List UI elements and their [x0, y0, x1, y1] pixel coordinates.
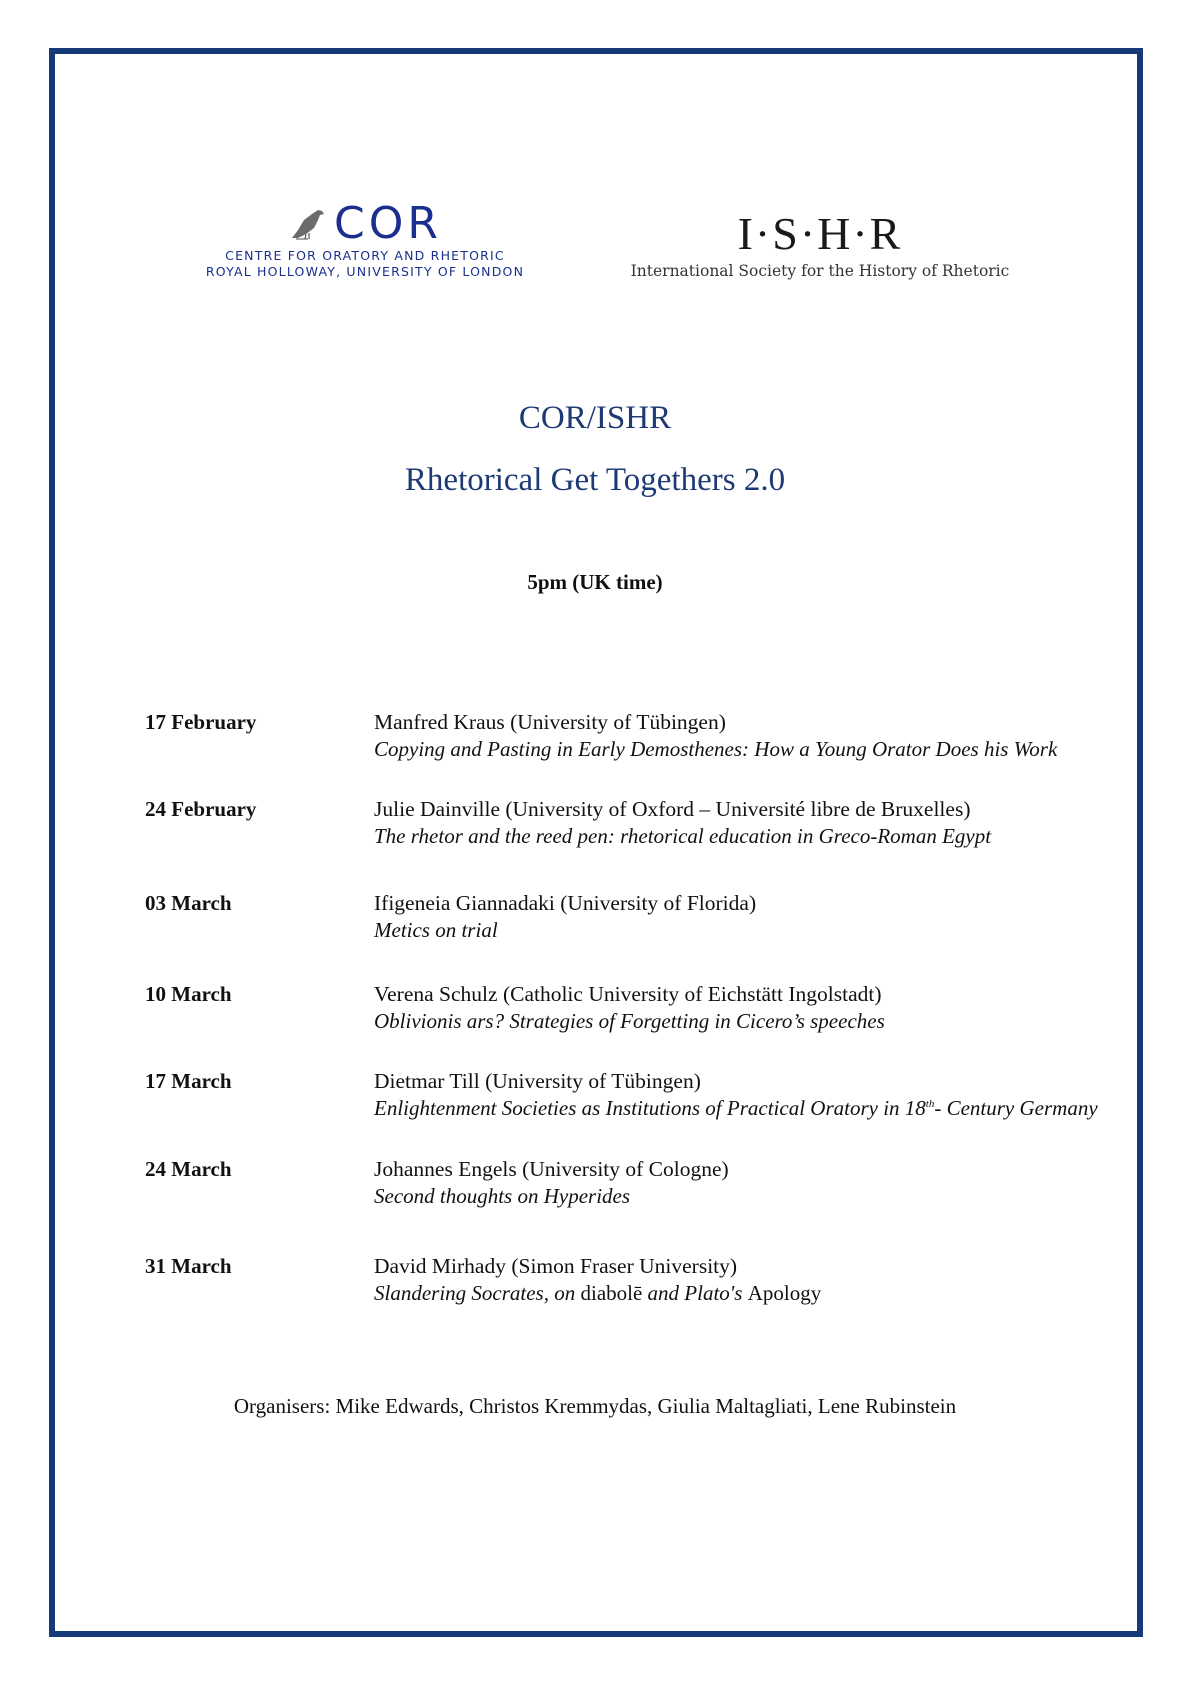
row-speaker: Johannes Engels (University of Cologne)	[374, 1157, 729, 1181]
row-talk-part: and Plato's	[642, 1281, 748, 1305]
cor-line-1: CENTRE FOR ORATORY AND RHETORIC	[225, 248, 505, 263]
row-talk: Second thoughts on Hyperides	[374, 1184, 631, 1208]
row-talk-part: Enlightenment Societies as Institutions of Practical Oratory in 18	[374, 1096, 926, 1120]
row-talk-superscript: th	[925, 1098, 935, 1110]
cor-wordmark: COR	[334, 198, 442, 249]
ishr-wordmark: I·S·H·R	[737, 208, 903, 259]
row-date: 31 March	[145, 1254, 232, 1278]
row-talk: Metics on trial	[374, 918, 498, 942]
row-talk	[374, 1096, 1098, 1121]
page-subtitle: Rhetorical Get Togethers 2.0	[404, 462, 786, 498]
row-talk: The rhetor and the reed pen: rhetorical education in Greco-Roman Egypt	[374, 824, 992, 848]
row-date: 03 March	[145, 891, 232, 915]
row-talk	[374, 1281, 821, 1306]
cor-logo	[190, 200, 540, 295]
row-date: 17 March	[145, 1069, 232, 1093]
row-talk: Oblivionis ars? Strategies of Forgetting in Cicero’s speeches	[374, 1009, 885, 1033]
row-speaker: Manfred Kraus (University of Tübingen)	[374, 710, 726, 734]
cor-line-2: ROYAL HOLLOWAY, UNIVERSITY OF LONDON	[205, 264, 525, 279]
row-date: 24 February	[145, 797, 257, 821]
row-talk-part: Apology	[747, 1281, 822, 1305]
event-time: 5pm (UK time)	[527, 570, 663, 594]
row-talk-part: Slandering Socrates, on	[374, 1281, 581, 1305]
row-talk-part: - Century Germany	[934, 1096, 1098, 1120]
raven-icon	[288, 206, 328, 242]
row-speaker: David Mirhady (Simon Fraser University)	[374, 1254, 738, 1278]
ishr-logo	[610, 208, 1030, 282]
row-date: 24 March	[145, 1157, 232, 1181]
ishr-subtitle: International Society for the History of Rhetoric	[630, 262, 1010, 280]
row-date: 10 March	[145, 982, 232, 1006]
row-talk: Copying and Pasting in Early Demosthenes: How a Young Orator Does his Work	[374, 737, 1058, 761]
page-title: COR/ISHR	[518, 400, 672, 436]
organisers: Organisers: Mike Edwards, Christos Kremmydas, Giulia Maltagliati, Lene Rubinstein	[233, 1394, 957, 1418]
row-speaker: Verena Schulz (Catholic University of Eichstätt Ingolstadt)	[374, 982, 882, 1006]
row-speaker: Ifigeneia Giannadaki (University of Florida)	[374, 891, 757, 915]
row-speaker: Dietmar Till (University of Tübingen)	[374, 1069, 701, 1093]
row-date: 17 February	[145, 710, 257, 734]
row-speaker: Julie Dainville (University of Oxford – Université libre de Bruxelles)	[374, 797, 971, 821]
row-talk-part: diabolē	[580, 1281, 643, 1305]
